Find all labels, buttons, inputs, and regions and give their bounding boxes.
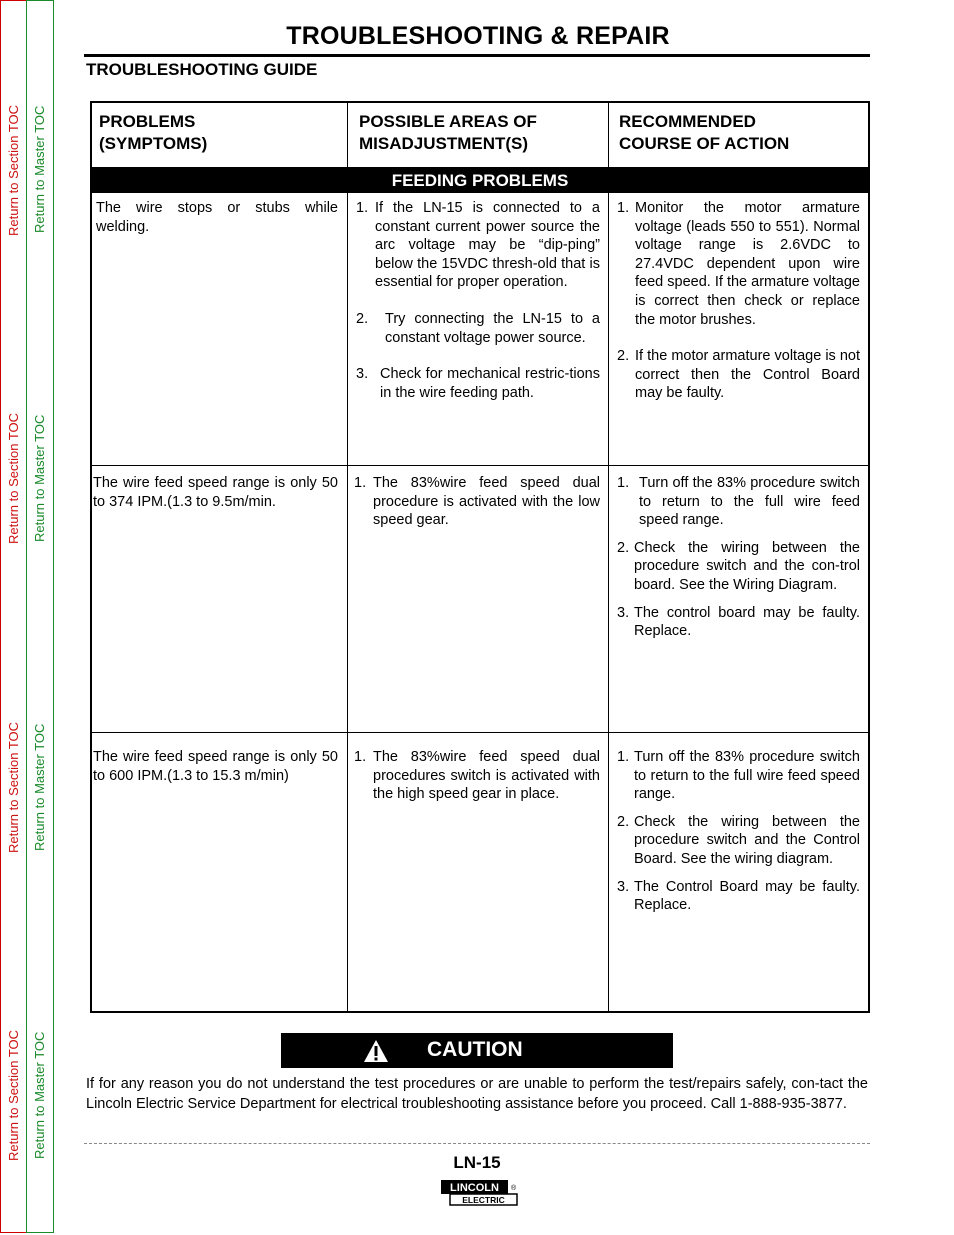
list-item — [617, 878, 860, 915]
item-number: 1. — [354, 475, 367, 491]
table-header-row — [92, 103, 868, 168]
title-rule — [84, 54, 870, 57]
header-action — [619, 111, 789, 155]
section-title: TROUBLESHOOTING GUIDE — [86, 60, 318, 79]
item-number: 2. — [617, 539, 630, 556]
header-problems — [99, 111, 207, 155]
table-row-1-areas — [356, 199, 600, 402]
header-problems-line2: (SYMPTOMS) — [99, 134, 208, 153]
return-to-section-toc-link[interactable]: Return to Section TOC — [6, 721, 21, 853]
item-number: 1. — [356, 200, 369, 216]
table-row-3-problem — [93, 748, 338, 785]
column-divider — [608, 103, 609, 1011]
item-text: If the motor armature voltage is not correct then the Control Board may be faulty. — [635, 348, 860, 402]
table-row-2-problem — [93, 474, 338, 511]
logo-bottom-text: ELECTRIC — [462, 1195, 505, 1205]
item-number: 2. — [617, 813, 630, 830]
item-text: Try connecting the LN-15 to a constant voltage power source. — [385, 310, 600, 346]
list-item — [617, 199, 860, 329]
return-to-master-toc-link[interactable]: Return to Master TOC — [32, 1031, 47, 1159]
model-label: LN-15 — [453, 1153, 501, 1172]
list-item — [617, 474, 860, 530]
problem-text: The wire feed speed range is only 50 to 374 IPM.(1.3 to 9.5m/min. — [93, 475, 338, 510]
list-item — [354, 474, 600, 530]
item-text: If the LN-15 is connected to a constant current power source the arc voltage may be “dip-ping” below the 15VDC thresh-old that is essential for proper operation. — [375, 200, 600, 291]
footer-rule — [84, 1143, 870, 1144]
table-row-2-areas — [354, 474, 600, 530]
table-row-3-actions — [617, 748, 860, 915]
header-action-line1: RECOMMENDED — [619, 112, 756, 131]
item-number: 3. — [617, 604, 630, 621]
table-row-1-problem — [96, 199, 338, 236]
problem-text: The wire feed speed range is only 50 to 600 IPM.(1.3 to 15.3 m/min) — [93, 749, 338, 784]
item-number: 1. — [617, 749, 630, 765]
return-to-master-toc-link[interactable]: Return to Master TOC — [32, 414, 47, 542]
item-text: Turn off the 83% procedure switch to return to the full wire feed speed range. — [634, 749, 860, 803]
item-number: 1. — [354, 749, 367, 765]
item-number: 2. — [356, 310, 369, 327]
caution-text: If for any reason you do not understand the test procedures or are unable to perform the test/repairs safely, con-tact the Lincoln Electric Service Department for electrical troubleshooting assistance before you proceed. Call 1-888-935-3877. — [86, 1076, 868, 1112]
row-divider — [92, 465, 868, 466]
list-item — [356, 365, 600, 402]
item-number: 3. — [356, 366, 369, 383]
header-areas — [359, 111, 537, 155]
list-item — [354, 748, 600, 804]
item-text: Monitor the motor armature voltage (leads 550 to 551). Normal voltage range is 2.6VDC to 27.4VDC dependent upon wire feed speed. If the armature voltage is correct then check or replace the motor brushes. — [635, 200, 860, 328]
return-to-master-toc-link[interactable]: Return to Master TOC — [32, 105, 47, 233]
item-text: Check the wiring between the procedure switch and the con-trol board. See the Wiring Diagram. — [634, 539, 860, 593]
item-text: Turn off the 83% procedure switch to return to the full wire feed speed range. — [639, 475, 860, 529]
list-item — [617, 748, 860, 804]
lincoln-electric-logo — [440, 1178, 520, 1206]
item-text: The 83%wire feed speed dual procedure is activated with the low speed gear. — [373, 475, 600, 529]
item-number: 2. — [617, 348, 630, 365]
header-areas-line1: POSSIBLE AREAS OF — [359, 112, 537, 131]
warning-triangle-icon — [363, 1039, 389, 1063]
troubleshooting-table — [90, 101, 870, 1013]
table-row-2-actions — [617, 474, 860, 641]
caution-banner — [281, 1033, 673, 1068]
return-to-section-toc-link[interactable]: Return to Section TOC — [6, 412, 21, 544]
list-item — [356, 199, 600, 292]
column-divider — [347, 103, 348, 1011]
page-title: TROUBLESHOOTING & REPAIR — [286, 22, 670, 50]
item-text: The Control Board may be faulty. Replace. — [634, 878, 860, 914]
list-item — [617, 539, 860, 595]
caution-label: CAUTION — [427, 1038, 523, 1061]
table-row-3-areas — [354, 748, 600, 804]
return-to-section-toc-link[interactable]: Return to Section TOC — [6, 1029, 21, 1161]
feeding-problems-band: FEEDING PROBLEMS — [92, 168, 868, 193]
list-item — [617, 604, 860, 641]
problem-text: The wire stops or stubs while welding. — [96, 200, 338, 235]
item-text: The 83%wire feed speed dual procedures switch is activated with the high speed gear in place. — [373, 749, 600, 803]
item-text: Check the wiring between the procedure switch and the Control Board. See the wiring diagram. — [634, 813, 860, 867]
side-navigation — [0, 0, 54, 1235]
item-text: The control board may be faulty. Replace. — [634, 604, 860, 640]
return-to-section-toc-link[interactable]: Return to Section TOC — [6, 104, 21, 236]
item-number: 1. — [617, 475, 630, 491]
header-areas-line2: MISADJUSTMENT(S) — [359, 134, 529, 153]
header-action-line2: COURSE OF ACTION — [619, 134, 790, 153]
table-row-1-actions — [617, 199, 860, 403]
list-item — [617, 813, 860, 869]
header-problems-line1: PROBLEMS — [99, 112, 196, 131]
item-text: Check for mechanical restric-tions in the wire feeding path. — [380, 366, 600, 401]
list-item — [617, 347, 860, 403]
list-item — [356, 310, 600, 347]
return-to-master-toc-link[interactable]: Return to Master TOC — [32, 723, 47, 851]
item-number: 1. — [617, 200, 630, 216]
row-divider — [92, 732, 868, 733]
item-number: 3. — [617, 878, 630, 895]
logo-top-text: LINCOLN — [450, 1182, 499, 1194]
logo-registered-mark: ® — [511, 1185, 517, 1192]
